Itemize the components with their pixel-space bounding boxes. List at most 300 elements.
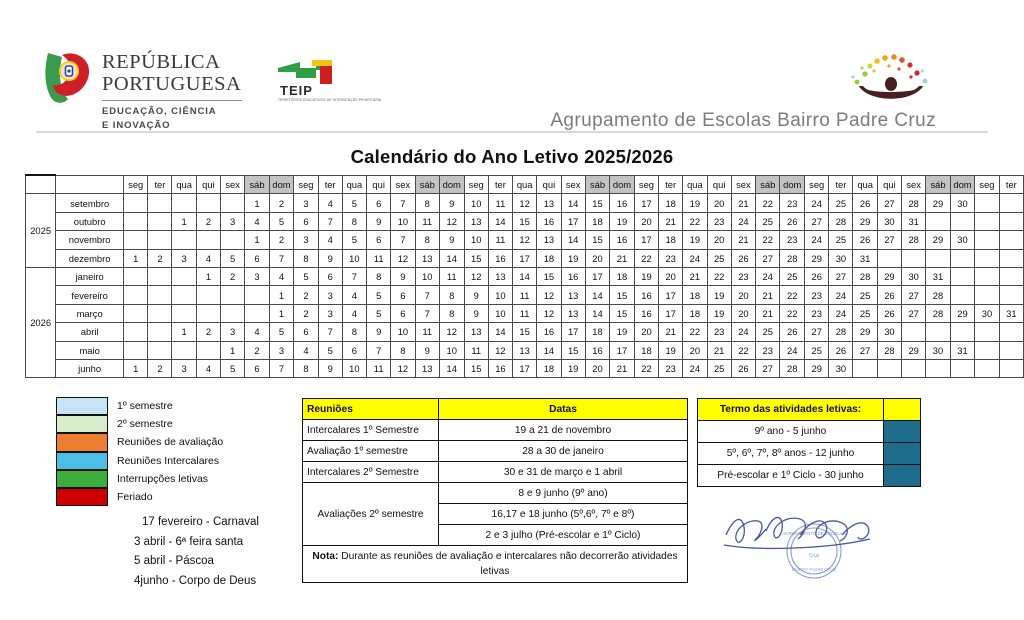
calendar-day-cell[interactable]: 23 (805, 286, 829, 304)
calendar-day-cell[interactable]: 27 (805, 323, 829, 341)
calendar-day-cell[interactable]: 9 (439, 231, 464, 249)
calendar-day-cell[interactable]: 13 (464, 323, 488, 341)
calendar-day-cell[interactable]: 29 (853, 212, 877, 230)
calendar-day-cell[interactable]: 6 (367, 231, 391, 249)
calendar-day-cell[interactable]: 21 (756, 286, 780, 304)
calendar-day-cell[interactable]: 2 (269, 194, 294, 212)
calendar-day-cell[interactable]: 12 (464, 267, 488, 285)
calendar-day-cell[interactable]: 8 (342, 323, 366, 341)
calendar-day-cell[interactable]: 14 (561, 231, 585, 249)
calendar-day-cell[interactable]: 14 (488, 323, 512, 341)
calendar-day-cell[interactable]: 26 (853, 194, 877, 212)
calendar-day-cell[interactable]: 9 (464, 286, 488, 304)
calendar-day-cell[interactable]: 3 (221, 323, 245, 341)
calendar-day-cell[interactable]: 12 (439, 323, 464, 341)
calendar-day-cell[interactable]: 9 (391, 267, 415, 285)
calendar-day-cell[interactable]: 5 (294, 267, 318, 285)
calendar-day-cell[interactable]: 3 (294, 231, 318, 249)
calendar-day-cell[interactable]: 22 (780, 304, 805, 322)
calendar-day-cell[interactable]: 10 (488, 286, 512, 304)
calendar-day-cell[interactable]: 27 (877, 194, 901, 212)
calendar-day-cell[interactable]: 1 (172, 323, 196, 341)
calendar-day-cell[interactable]: 15 (464, 359, 488, 377)
calendar-day-cell[interactable]: 2 (221, 267, 245, 285)
calendar-day-cell[interactable]: 1 (172, 212, 196, 230)
calendar-day-cell[interactable]: 14 (585, 286, 609, 304)
calendar-day-cell[interactable]: 10 (342, 249, 366, 267)
calendar-day-cell[interactable]: 11 (439, 267, 464, 285)
calendar-day-cell[interactable]: 15 (585, 194, 609, 212)
calendar-day-cell[interactable]: 4 (342, 286, 366, 304)
calendar-day-cell[interactable]: 19 (610, 323, 635, 341)
calendar-day-cell[interactable]: 13 (415, 249, 439, 267)
calendar-day-cell[interactable]: 31 (926, 267, 950, 285)
calendar-day-cell[interactable]: 11 (367, 249, 391, 267)
calendar-day-cell[interactable]: 9 (415, 341, 439, 359)
calendar-day-cell[interactable]: 22 (756, 194, 780, 212)
calendar-day-cell[interactable]: 29 (805, 359, 829, 377)
calendar-day-cell[interactable]: 21 (756, 304, 780, 322)
calendar-day-cell[interactable]: 12 (391, 359, 415, 377)
calendar-day-cell[interactable]: 21 (610, 359, 635, 377)
calendar-day-cell[interactable]: 17 (634, 194, 658, 212)
calendar-day-cell[interactable]: 31 (950, 341, 975, 359)
calendar-day-cell[interactable]: 28 (926, 304, 950, 322)
calendar-day-cell[interactable]: 26 (731, 359, 755, 377)
calendar-day-cell[interactable]: 4 (269, 267, 294, 285)
calendar-day-cell[interactable]: 27 (902, 286, 926, 304)
calendar-day-cell[interactable]: 8 (439, 304, 464, 322)
calendar-day-cell[interactable]: 27 (877, 231, 901, 249)
calendar-day-cell[interactable]: 18 (634, 341, 658, 359)
calendar-day-cell[interactable]: 8 (439, 286, 464, 304)
calendar-day-cell[interactable]: 31 (999, 304, 1023, 322)
calendar-day-cell[interactable]: 19 (683, 231, 707, 249)
calendar-day-cell[interactable]: 16 (634, 304, 658, 322)
calendar-day-cell[interactable]: 30 (829, 359, 853, 377)
calendar-day-cell[interactable]: 23 (756, 341, 780, 359)
calendar-day-cell[interactable]: 27 (756, 359, 780, 377)
calendar-day-cell[interactable]: 4 (196, 359, 220, 377)
calendar-day-cell[interactable]: 22 (683, 212, 707, 230)
calendar-day-cell[interactable]: 30 (902, 267, 926, 285)
calendar-day-cell[interactable]: 19 (561, 249, 585, 267)
calendar-day-cell[interactable]: 8 (367, 267, 391, 285)
calendar-day-cell[interactable]: 29 (950, 304, 975, 322)
calendar-day-cell[interactable]: 14 (561, 194, 585, 212)
calendar-day-cell[interactable]: 1 (245, 231, 269, 249)
calendar-day-cell[interactable]: 25 (756, 212, 780, 230)
calendar-day-cell[interactable]: 26 (877, 286, 901, 304)
calendar-day-cell[interactable]: 16 (610, 194, 635, 212)
calendar-day-cell[interactable]: 28 (926, 286, 950, 304)
calendar-day-cell[interactable]: 4 (196, 249, 220, 267)
calendar-day-cell[interactable]: 1 (196, 267, 220, 285)
calendar-day-cell[interactable]: 22 (780, 286, 805, 304)
calendar-day-cell[interactable]: 18 (610, 267, 635, 285)
calendar-day-cell[interactable]: 2 (294, 286, 318, 304)
calendar-day-cell[interactable]: 7 (391, 231, 415, 249)
calendar-day-cell[interactable]: 2 (245, 341, 269, 359)
calendar-day-cell[interactable]: 18 (659, 194, 683, 212)
calendar-day-cell[interactable]: 20 (585, 359, 609, 377)
calendar-day-cell[interactable]: 28 (853, 267, 877, 285)
calendar-day-cell[interactable]: 25 (805, 341, 829, 359)
calendar-day-cell[interactable]: 1 (269, 304, 294, 322)
calendar-day-cell[interactable]: 29 (877, 267, 901, 285)
calendar-day-cell[interactable]: 19 (610, 212, 635, 230)
calendar-day-cell[interactable]: 26 (780, 212, 805, 230)
calendar-day-cell[interactable]: 23 (780, 194, 805, 212)
calendar-day-cell[interactable]: 22 (683, 323, 707, 341)
calendar-day-cell[interactable]: 5 (342, 194, 366, 212)
calendar-day-cell[interactable]: 25 (707, 249, 731, 267)
calendar-day-cell[interactable]: 17 (659, 304, 683, 322)
calendar-day-cell[interactable]: 26 (877, 304, 901, 322)
calendar-day-cell[interactable]: 24 (829, 304, 853, 322)
calendar-day-cell[interactable]: 20 (634, 323, 658, 341)
calendar-day-cell[interactable]: 28 (902, 231, 926, 249)
calendar-day-cell[interactable]: 17 (512, 249, 536, 267)
calendar-day-cell[interactable]: 6 (245, 249, 269, 267)
calendar-day-cell[interactable]: 5 (342, 231, 366, 249)
calendar-day-cell[interactable]: 29 (926, 231, 950, 249)
calendar-day-cell[interactable]: 14 (439, 359, 464, 377)
calendar-day-cell[interactable]: 2 (196, 212, 220, 230)
calendar-day-cell[interactable]: 25 (829, 194, 853, 212)
calendar-day-cell[interactable]: 30 (950, 194, 975, 212)
calendar-day-cell[interactable]: 25 (780, 267, 805, 285)
calendar-day-cell[interactable]: 21 (659, 323, 683, 341)
calendar-day-cell[interactable]: 12 (488, 341, 512, 359)
calendar-day-cell[interactable]: 20 (731, 286, 755, 304)
calendar-day-cell[interactable]: 18 (659, 231, 683, 249)
calendar-day-cell[interactable]: 15 (512, 212, 536, 230)
calendar-day-cell[interactable]: 29 (805, 249, 829, 267)
calendar-day-cell[interactable]: 15 (464, 249, 488, 267)
calendar-day-cell[interactable]: 4 (245, 212, 269, 230)
calendar-day-cell[interactable]: 13 (488, 267, 512, 285)
calendar-day-cell[interactable]: 30 (950, 231, 975, 249)
calendar-day-cell[interactable]: 28 (780, 359, 805, 377)
calendar-day-cell[interactable]: 18 (683, 286, 707, 304)
calendar-day-cell[interactable]: 13 (537, 194, 561, 212)
calendar-day-cell[interactable]: 23 (707, 323, 731, 341)
calendar-day-cell[interactable]: 15 (561, 341, 585, 359)
calendar-day-cell[interactable]: 7 (318, 212, 342, 230)
calendar-day-cell[interactable]: 18 (683, 304, 707, 322)
calendar-day-cell[interactable]: 17 (610, 341, 635, 359)
calendar-day-cell[interactable]: 12 (512, 231, 536, 249)
calendar-day-cell[interactable]: 13 (561, 304, 585, 322)
calendar-day-cell[interactable]: 8 (415, 231, 439, 249)
calendar-day-cell[interactable]: 15 (610, 304, 635, 322)
calendar-day-cell[interactable]: 3 (318, 304, 342, 322)
calendar-day-cell[interactable]: 6 (391, 286, 415, 304)
calendar-day-cell[interactable]: 12 (391, 249, 415, 267)
calendar-day-cell[interactable]: 21 (683, 267, 707, 285)
calendar-day-cell[interactable]: 14 (585, 304, 609, 322)
calendar-day-cell[interactable]: 22 (634, 359, 658, 377)
calendar-day-cell[interactable]: 19 (634, 267, 658, 285)
calendar-day-cell[interactable]: 22 (707, 267, 731, 285)
calendar-day-cell[interactable]: 7 (367, 341, 391, 359)
calendar-day-cell[interactable]: 3 (172, 359, 196, 377)
calendar-day-cell[interactable]: 21 (659, 212, 683, 230)
calendar-day-cell[interactable]: 3 (269, 341, 294, 359)
calendar-day-cell[interactable]: 10 (342, 359, 366, 377)
calendar-day-cell[interactable]: 19 (561, 359, 585, 377)
calendar-day-cell[interactable]: 24 (756, 267, 780, 285)
calendar-day-cell[interactable]: 28 (780, 249, 805, 267)
calendar-day-cell[interactable]: 16 (561, 267, 585, 285)
calendar-day-cell[interactable]: 29 (902, 341, 926, 359)
calendar-day-cell[interactable]: 7 (415, 304, 439, 322)
calendar-day-cell[interactable]: 6 (367, 194, 391, 212)
calendar-day-cell[interactable]: 24 (731, 323, 755, 341)
calendar-day-cell[interactable]: 21 (731, 231, 755, 249)
calendar-day-cell[interactable]: 4 (342, 304, 366, 322)
calendar-day-cell[interactable]: 21 (707, 341, 731, 359)
calendar-day-cell[interactable]: 3 (245, 267, 269, 285)
calendar-day-cell[interactable]: 25 (853, 304, 877, 322)
calendar-day-cell[interactable]: 25 (853, 286, 877, 304)
calendar-day-cell[interactable]: 3 (172, 249, 196, 267)
calendar-day-cell[interactable]: 10 (488, 304, 512, 322)
calendar-day-cell[interactable]: 4 (318, 231, 342, 249)
calendar-day-cell[interactable]: 5 (318, 341, 342, 359)
calendar-day-cell[interactable]: 23 (805, 304, 829, 322)
calendar-day-cell[interactable]: 26 (805, 267, 829, 285)
calendar-day-cell[interactable]: 23 (780, 231, 805, 249)
calendar-day-cell[interactable]: 23 (731, 267, 755, 285)
calendar-day-cell[interactable]: 29 (926, 194, 950, 212)
calendar-day-cell[interactable]: 7 (391, 194, 415, 212)
calendar-day-cell[interactable]: 20 (707, 194, 731, 212)
calendar-day-cell[interactable]: 15 (585, 231, 609, 249)
calendar-day-cell[interactable]: 11 (415, 323, 439, 341)
calendar-day-cell[interactable]: 20 (585, 249, 609, 267)
calendar-day-cell[interactable]: 20 (707, 231, 731, 249)
calendar-day-cell[interactable]: 14 (439, 249, 464, 267)
calendar-day-cell[interactable]: 26 (731, 249, 755, 267)
calendar-day-cell[interactable]: 30 (829, 249, 853, 267)
calendar-day-cell[interactable]: 11 (512, 304, 536, 322)
calendar-day-cell[interactable]: 5 (269, 323, 294, 341)
calendar-day-cell[interactable]: 23 (707, 212, 731, 230)
calendar-day-cell[interactable]: 23 (659, 359, 683, 377)
calendar-day-cell[interactable]: 8 (342, 212, 366, 230)
calendar-day-cell[interactable]: 14 (488, 212, 512, 230)
calendar-day-cell[interactable]: 11 (464, 341, 488, 359)
calendar-day-cell[interactable]: 16 (585, 341, 609, 359)
calendar-day-cell[interactable]: 5 (367, 286, 391, 304)
calendar-day-cell[interactable]: 19 (683, 194, 707, 212)
calendar-day-cell[interactable]: 11 (367, 359, 391, 377)
calendar-day-cell[interactable]: 22 (731, 341, 755, 359)
calendar-day-cell[interactable]: 12 (537, 286, 561, 304)
calendar-day-cell[interactable]: 10 (464, 231, 488, 249)
calendar-day-cell[interactable]: 19 (707, 304, 731, 322)
calendar-day-cell[interactable]: 29 (853, 323, 877, 341)
calendar-day-cell[interactable]: 8 (391, 341, 415, 359)
calendar-day-cell[interactable]: 13 (464, 212, 488, 230)
calendar-day-cell[interactable]: 10 (391, 212, 415, 230)
calendar-day-cell[interactable]: 28 (829, 323, 853, 341)
calendar-day-cell[interactable]: 26 (829, 341, 853, 359)
calendar-day-cell[interactable]: 17 (512, 359, 536, 377)
calendar-day-cell[interactable]: 12 (512, 194, 536, 212)
calendar-day-cell[interactable]: 15 (610, 286, 635, 304)
calendar-day-cell[interactable]: 25 (707, 359, 731, 377)
calendar-day-cell[interactable]: 11 (415, 212, 439, 230)
calendar-day-cell[interactable]: 27 (829, 267, 853, 285)
calendar-day-cell[interactable]: 28 (829, 212, 853, 230)
calendar-day-cell[interactable]: 9 (367, 212, 391, 230)
calendar-day-cell[interactable]: 4 (245, 323, 269, 341)
calendar-day-cell[interactable]: 18 (585, 212, 609, 230)
calendar-day-cell[interactable]: 24 (683, 359, 707, 377)
calendar-day-cell[interactable]: 19 (659, 341, 683, 359)
calendar-day-cell[interactable]: 19 (707, 286, 731, 304)
calendar-day-cell[interactable]: 2 (269, 231, 294, 249)
calendar-day-cell[interactable]: 18 (537, 249, 561, 267)
calendar-day-cell[interactable]: 27 (756, 249, 780, 267)
calendar-day-cell[interactable]: 31 (853, 249, 877, 267)
calendar-day-cell[interactable]: 30 (877, 323, 901, 341)
calendar-day-cell[interactable]: 20 (634, 212, 658, 230)
calendar-day-cell[interactable]: 14 (537, 341, 561, 359)
calendar-day-cell[interactable]: 1 (124, 249, 148, 267)
calendar-day-cell[interactable]: 20 (683, 341, 707, 359)
calendar-day-cell[interactable]: 16 (488, 249, 512, 267)
calendar-day-cell[interactable]: 23 (659, 249, 683, 267)
calendar-day-cell[interactable]: 28 (877, 341, 901, 359)
calendar-day-cell[interactable]: 9 (439, 194, 464, 212)
calendar-day-cell[interactable]: 30 (975, 304, 999, 322)
calendar-day-cell[interactable]: 2 (148, 359, 172, 377)
calendar-day-cell[interactable]: 2 (196, 323, 220, 341)
calendar-day-cell[interactable]: 15 (512, 323, 536, 341)
calendar-day-cell[interactable]: 1 (269, 286, 294, 304)
calendar-day-cell[interactable]: 5 (367, 304, 391, 322)
calendar-day-cell[interactable]: 10 (464, 194, 488, 212)
calendar-day-cell[interactable]: 20 (659, 267, 683, 285)
calendar-day-cell[interactable]: 2 (294, 304, 318, 322)
calendar-day-cell[interactable]: 16 (610, 231, 635, 249)
calendar-day-cell[interactable]: 13 (512, 341, 536, 359)
calendar-day-cell[interactable]: 27 (805, 212, 829, 230)
calendar-day-cell[interactable]: 13 (561, 286, 585, 304)
calendar-day-cell[interactable]: 21 (610, 249, 635, 267)
calendar-day-cell[interactable]: 14 (512, 267, 536, 285)
calendar-day-cell[interactable]: 24 (683, 249, 707, 267)
calendar-day-cell[interactable]: 18 (585, 323, 609, 341)
calendar-day-cell[interactable]: 7 (269, 359, 294, 377)
calendar-day-cell[interactable]: 25 (756, 323, 780, 341)
calendar-day-cell[interactable]: 7 (342, 267, 366, 285)
calendar-day-cell[interactable]: 3 (221, 212, 245, 230)
calendar-day-cell[interactable]: 24 (829, 286, 853, 304)
calendar-day-cell[interactable]: 17 (659, 286, 683, 304)
calendar-day-cell[interactable]: 1 (221, 341, 245, 359)
calendar-day-cell[interactable]: 6 (391, 304, 415, 322)
calendar-day-cell[interactable]: 17 (561, 323, 585, 341)
calendar-day-cell[interactable]: 7 (415, 286, 439, 304)
calendar-day-cell[interactable]: 24 (805, 231, 829, 249)
calendar-day-cell[interactable]: 24 (805, 194, 829, 212)
calendar-day-cell[interactable]: 11 (488, 231, 512, 249)
calendar-day-cell[interactable]: 26 (853, 231, 877, 249)
calendar-day-cell[interactable]: 3 (294, 194, 318, 212)
calendar-day-cell[interactable]: 7 (318, 323, 342, 341)
calendar-day-cell[interactable]: 30 (877, 212, 901, 230)
calendar-day-cell[interactable]: 3 (318, 286, 342, 304)
calendar-day-cell[interactable]: 9 (464, 304, 488, 322)
calendar-day-cell[interactable]: 5 (221, 249, 245, 267)
calendar-day-cell[interactable]: 28 (902, 194, 926, 212)
calendar-day-cell[interactable]: 17 (561, 212, 585, 230)
calendar-day-cell[interactable]: 16 (537, 212, 561, 230)
calendar-day-cell[interactable]: 10 (391, 323, 415, 341)
calendar-day-cell[interactable]: 18 (537, 359, 561, 377)
calendar-day-cell[interactable]: 1 (245, 194, 269, 212)
calendar-day-cell[interactable]: 10 (439, 341, 464, 359)
calendar-day-cell[interactable]: 9 (318, 359, 342, 377)
calendar-day-cell[interactable]: 16 (634, 286, 658, 304)
calendar-day-cell[interactable]: 5 (221, 359, 245, 377)
calendar-day-cell[interactable]: 12 (439, 212, 464, 230)
calendar-day-cell[interactable]: 11 (512, 286, 536, 304)
calendar-day-cell[interactable]: 24 (780, 341, 805, 359)
calendar-day-cell[interactable]: 4 (294, 341, 318, 359)
calendar-day-cell[interactable]: 8 (294, 249, 318, 267)
calendar-day-cell[interactable]: 8 (415, 194, 439, 212)
calendar-day-cell[interactable]: 6 (342, 341, 366, 359)
calendar-day-cell[interactable]: 24 (731, 212, 755, 230)
calendar-day-cell[interactable]: 10 (415, 267, 439, 285)
calendar-day-cell[interactable]: 11 (488, 194, 512, 212)
calendar-day-cell[interactable]: 16 (537, 323, 561, 341)
calendar-day-cell[interactable]: 6 (294, 323, 318, 341)
calendar-day-cell[interactable]: 22 (756, 231, 780, 249)
calendar-day-cell[interactable]: 9 (367, 323, 391, 341)
calendar-day-cell[interactable]: 13 (537, 231, 561, 249)
calendar-day-cell[interactable]: 15 (537, 267, 561, 285)
calendar-day-cell[interactable]: 16 (488, 359, 512, 377)
calendar-day-cell[interactable]: 17 (634, 231, 658, 249)
calendar-day-cell[interactable]: 8 (294, 359, 318, 377)
calendar-day-cell[interactable]: 6 (318, 267, 342, 285)
calendar-day-cell[interactable]: 26 (780, 323, 805, 341)
calendar-day-cell[interactable]: 1 (124, 359, 148, 377)
calendar-day-cell[interactable]: 9 (318, 249, 342, 267)
calendar-day-cell[interactable]: 6 (245, 359, 269, 377)
calendar-day-cell[interactable]: 20 (731, 304, 755, 322)
calendar-day-cell[interactable]: 21 (731, 194, 755, 212)
calendar-day-cell[interactable]: 27 (902, 304, 926, 322)
calendar-day-cell[interactable]: 7 (269, 249, 294, 267)
calendar-day-cell[interactable]: 30 (926, 341, 950, 359)
calendar-day-cell[interactable]: 22 (634, 249, 658, 267)
calendar-day-cell[interactable]: 17 (585, 267, 609, 285)
calendar-day-cell[interactable]: 27 (853, 341, 877, 359)
calendar-day-cell[interactable]: 25 (829, 231, 853, 249)
calendar-day-cell[interactable]: 4 (318, 194, 342, 212)
calendar-day-cell[interactable]: 31 (902, 212, 926, 230)
calendar-day-cell[interactable]: 5 (269, 212, 294, 230)
calendar-day-cell[interactable]: 6 (294, 212, 318, 230)
